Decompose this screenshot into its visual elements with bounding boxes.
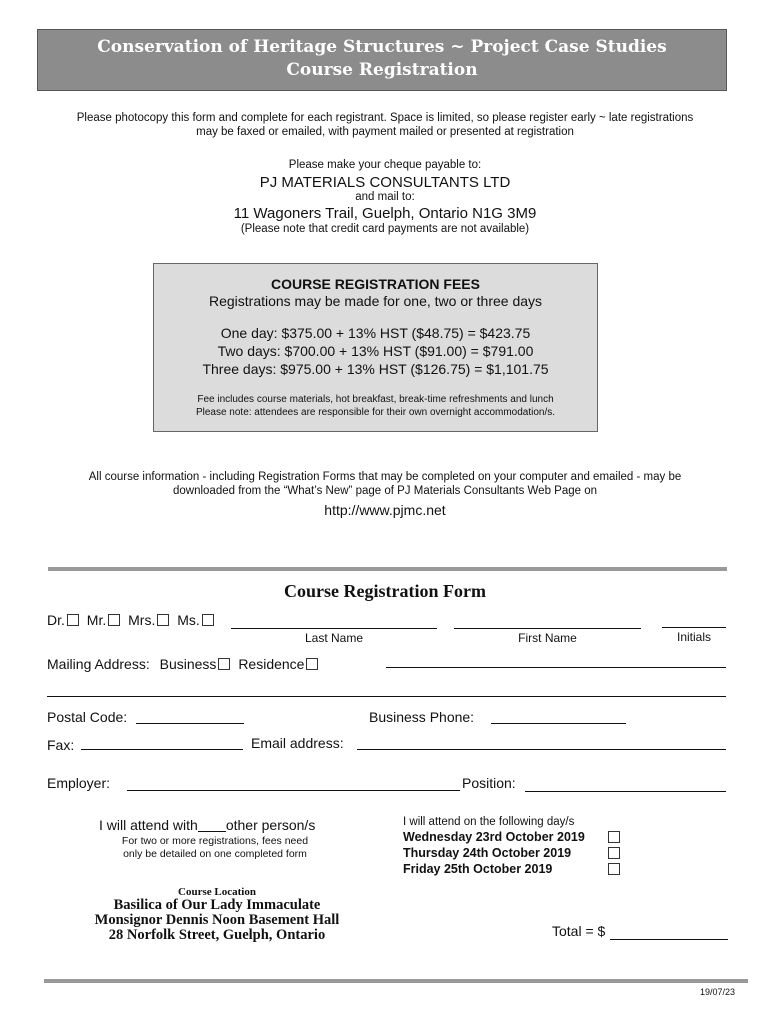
- position-field[interactable]: [525, 791, 726, 792]
- footer-divider: [44, 979, 748, 983]
- info-line-2: downloaded from the “What’s New” page of PJ Materials Consultants Web Page on: [172, 485, 598, 497]
- attend-note-line-2: only be detailed on one completed form: [123, 848, 307, 860]
- employer-label: Employer:: [47, 775, 111, 791]
- location-line-2: Monsignor Dennis Noon Basement Hall: [94, 912, 340, 928]
- total-label: Total = $: [552, 923, 606, 939]
- fee-two-days: Two days: $700.00 + 13% HST ($91.00) = $791.00: [217, 343, 534, 359]
- banner-title: Conservation of Heritage Structures ~ Project Case Studies: [97, 37, 667, 57]
- days-label: I will attend on the following day/s: [403, 816, 575, 828]
- fees-notes: [154, 393, 597, 419]
- intro-line-2: may be faxed or emailed, with payment mailed or presented at registration: [196, 126, 574, 138]
- wednesday-checkbox[interactable]: [608, 831, 620, 843]
- section-divider: [48, 567, 727, 571]
- attend-with-suffix: other person/s: [225, 817, 316, 833]
- title-mr-checkbox[interactable]: [108, 614, 120, 626]
- banner-subtitle: Course Registration: [286, 60, 478, 80]
- title-mr-label: Mr.: [86, 612, 107, 628]
- employer-field[interactable]: [127, 790, 460, 791]
- mailing-address-label: Mailing Address:: [47, 656, 150, 672]
- fax-field[interactable]: [81, 749, 243, 750]
- fee-three-days: Three days: $975.00 + 13% HST ($126.75) = $1,101.75: [202, 361, 549, 377]
- residence-label: Residence: [238, 656, 305, 672]
- title-ms-checkbox[interactable]: [202, 614, 214, 626]
- initials-label: Initials: [676, 630, 711, 644]
- attend-note: [99, 835, 331, 861]
- mailing-address-row: [47, 656, 318, 672]
- thursday-checkbox[interactable]: [608, 847, 620, 859]
- initials-field[interactable]: [662, 627, 726, 628]
- cheque-label: Please make your cheque payable to:: [288, 159, 482, 171]
- last-name-label: Last Name: [304, 631, 364, 645]
- postal-code-label: Postal Code:: [47, 709, 128, 725]
- fees-box: [153, 263, 598, 432]
- payee-name: PJ MATERIALS CONSULTANTS LTD: [259, 174, 511, 191]
- course-location: [82, 886, 352, 943]
- business-checkbox[interactable]: [218, 658, 230, 670]
- attend-note-line-1: For two or more registrations, fees need: [121, 835, 309, 847]
- fax-label: Fax:: [47, 737, 75, 753]
- mail-address: 11 Wagoners Trail, Guelph, Ontario N1G 3M9: [233, 205, 537, 222]
- business-phone-label: Business Phone:: [369, 709, 475, 725]
- attend-with-label: I will attend with: [99, 817, 198, 833]
- last-name-field[interactable]: [231, 628, 437, 629]
- fees-accommodation-note: Please note: attendees are responsible for their own overnight accommodation/s.: [195, 407, 556, 418]
- attend-count-field[interactable]: [198, 819, 226, 832]
- intro-line-1: Please photocopy this form and complete for each registrant. Space is limited, so please register early ~ late registrations: [76, 112, 694, 124]
- location-label: Course Location: [178, 886, 256, 898]
- title-dr-label: Dr.: [47, 612, 65, 628]
- info-line-1: All course information - including Registration Forms that may be completed on your computer and emailed - may be: [88, 471, 682, 483]
- website-link[interactable]: http://www.pjmc.net: [324, 502, 446, 518]
- fees-heading: COURSE REGISTRATION FEES: [271, 276, 480, 292]
- title-ms-label: Ms.: [177, 612, 200, 628]
- days-list: [403, 829, 585, 877]
- day-option-friday: Friday 25th October 2019: [403, 862, 553, 876]
- fees-includes: Fee includes course materials, hot breakfast, break-time refreshments and lunch: [197, 394, 554, 405]
- title-mrs-checkbox[interactable]: [157, 614, 169, 626]
- info-text: [0, 470, 770, 498]
- payment-note: (Please note that credit card payments are not available): [240, 223, 530, 235]
- location-line-3: 28 Norfolk Street, Guelph, Ontario: [108, 927, 326, 943]
- page-banner: [37, 29, 727, 91]
- friday-checkbox[interactable]: [608, 863, 620, 875]
- business-phone-field[interactable]: [491, 723, 626, 724]
- first-name-field[interactable]: [454, 628, 641, 629]
- position-label: Position:: [462, 775, 516, 791]
- total-field[interactable]: [610, 939, 728, 940]
- title-dr-checkbox[interactable]: [67, 614, 79, 626]
- title-mrs-label: Mrs.: [128, 612, 156, 628]
- email-field[interactable]: [357, 749, 726, 750]
- mailing-address-field-2[interactable]: [47, 696, 726, 697]
- business-label: Business: [159, 656, 217, 672]
- intro-text: [0, 111, 770, 139]
- attend-with-row: [99, 817, 315, 833]
- residence-checkbox[interactable]: [306, 658, 318, 670]
- fee-one-day: One day: $375.00 + 13% HST ($48.75) = $423.75: [220, 325, 531, 341]
- fees-list: [154, 324, 597, 378]
- day-option-wednesday: Wednesday 23rd October 2019: [403, 830, 585, 844]
- fees-subheading: Registrations may be made for one, two or three days: [208, 293, 543, 309]
- mail-label: and mail to:: [355, 191, 415, 203]
- email-label: Email address:: [251, 735, 344, 751]
- form-title: Course Registration Form: [284, 581, 486, 601]
- postal-code-field[interactable]: [136, 723, 244, 724]
- footer-date: 19/07/23: [700, 987, 736, 997]
- title-options: [47, 612, 214, 628]
- day-option-thursday: Thursday 24th October 2019: [403, 846, 572, 860]
- mailing-address-field[interactable]: [386, 667, 726, 668]
- first-name-label: First Name: [518, 631, 577, 645]
- location-line-1: Basilica of Our Lady Immaculate: [113, 897, 321, 913]
